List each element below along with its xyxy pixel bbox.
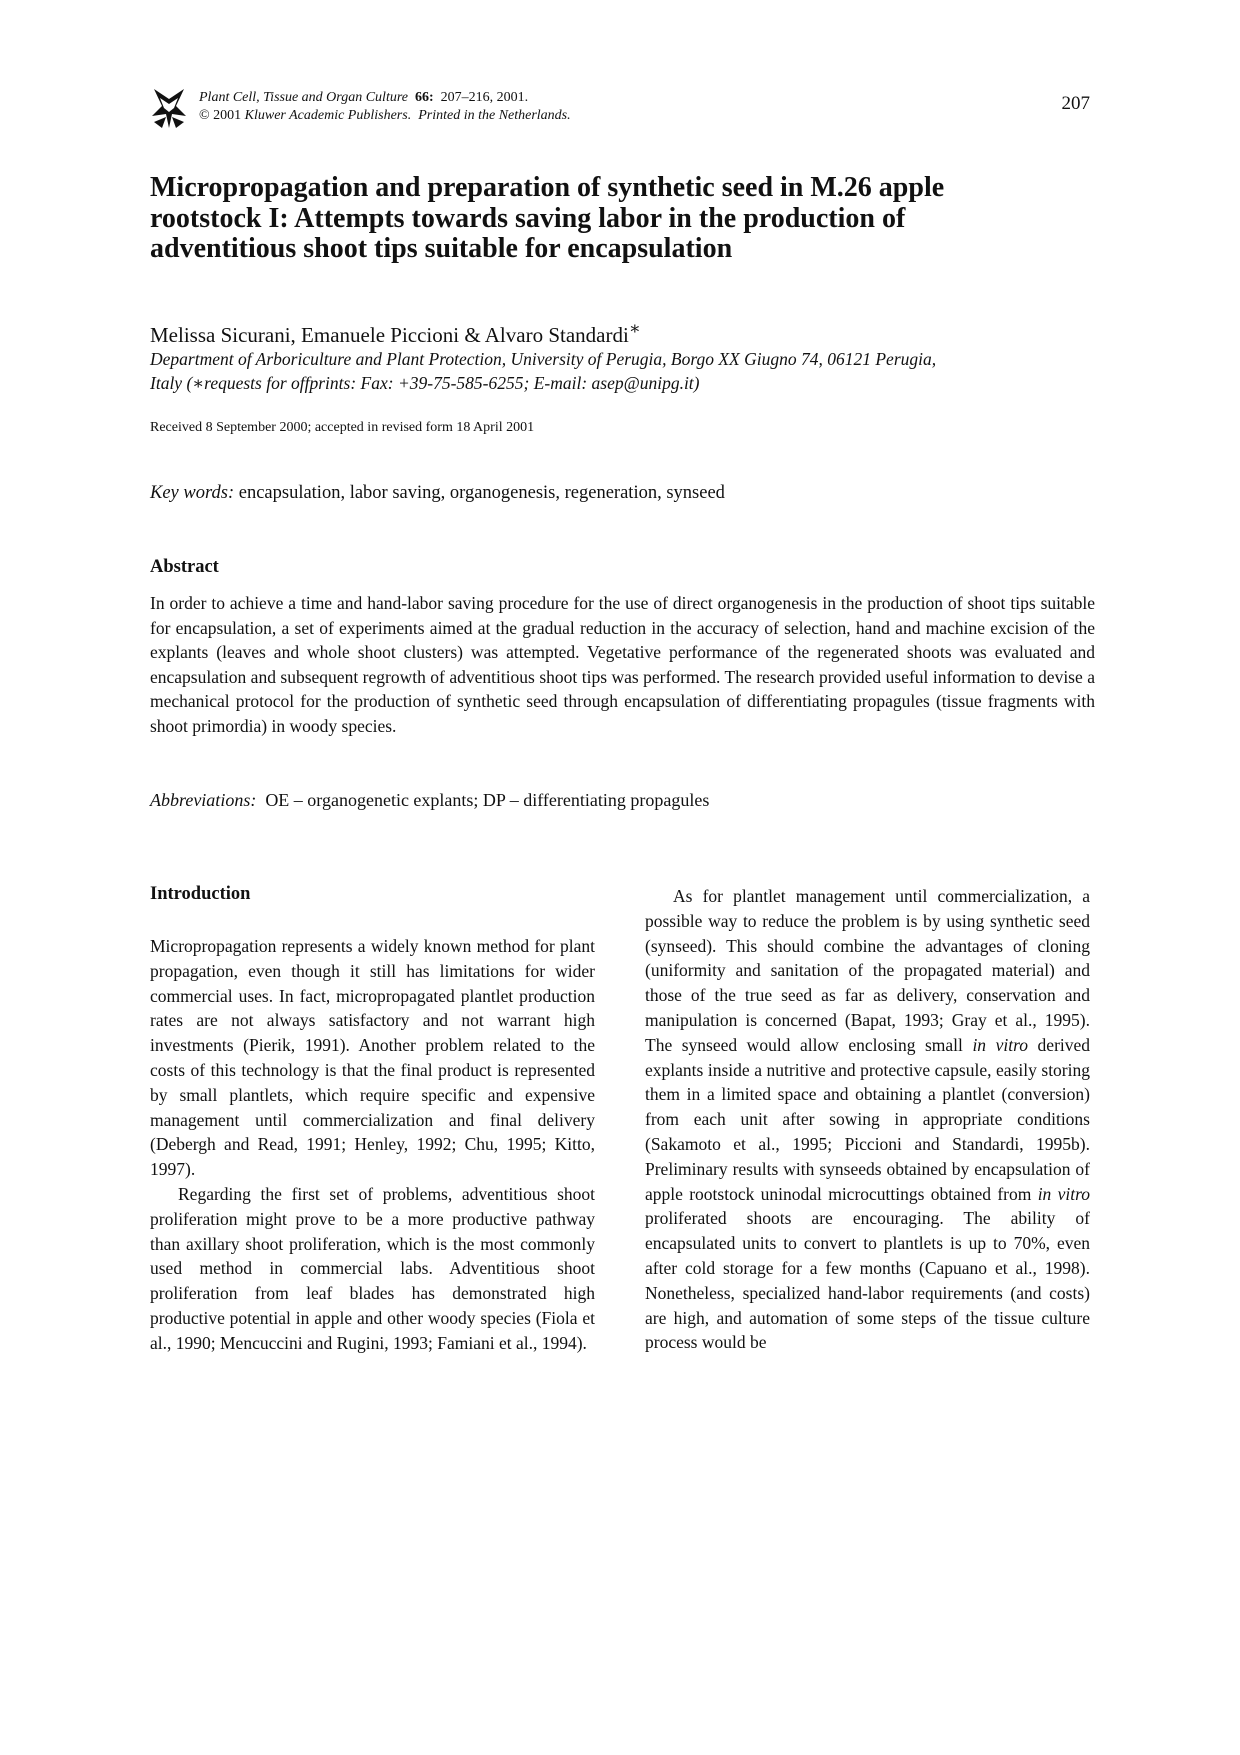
received-dates: Received 8 September 2000; accepted in revised form 18 April 2001 <box>150 420 535 435</box>
title-line: rootstock I: Attempts towards saving labor in the production of <box>150 202 906 234</box>
right-column <box>645 884 1090 1355</box>
intro-paragraph: As for plantlet management until commercialization, a possible way to reduce the problem is by using synthetic seed (synseed). This should combine the advantages of cloning (uniformity and sanitation of the propagated material) and those of the true seed as far as delivery, conservation and manipulation is concerned (Bapat, 1993; Gray et al., 1995). The synseed would allow enclosing small in vitro derived explants inside a nutritive and protective capsule, easily storing them in a limited space and obtaining a plantlet (conversion) from each unit after sowing in appropriate conditions (Sakamoto et al., 1995; Piccioni and Standardi, 1995b). Preliminary results with synseeds obtained by encapsulation of apple rootstock uninodal microcuttings obtained from in vitro proliferated shoots are encouraging. The ability of encapsulated units to convert to plantlets is up to 70%, even after cold storage for a few months (Capuano et al., 1998). Nonetheless, specialized hand-labor requirements (and costs) are high, and automation of some steps of the tissue culture process would be <box>645 886 1091 1353</box>
corresponding-author-mark: ∗ <box>628 318 641 338</box>
title-line: Micropropagation and preparation of synthetic seed in M.26 apple <box>150 172 945 203</box>
keywords-label: Key words: <box>150 483 235 503</box>
body-columns <box>150 0 1240 1755</box>
keywords-text: encapsulation, labor saving, organogenesis, regeneration, synseed <box>238 483 725 503</box>
introduction-heading: Introduction <box>150 884 251 904</box>
affiliation: Department of Arboriculture and Plant Protection, University of Perugia, Borgo XX Giugno 74, 06121 Perugia, Italy (∗requests for offprints: Fax: +39-75-585-6255; E-mail: asep@unipg.it) <box>150 349 937 393</box>
author-list: Melissa Sicurani, Emanuele Piccioni & Alvaro Standardi∗ <box>150 318 641 347</box>
left-column <box>150 934 595 1356</box>
abstract-heading: Abstract <box>150 557 219 577</box>
abstract-text: In order to achieve a time and hand-labor saving procedure for the use of direct organogenesis in the production of shoot tips suitable for encapsulation, a set of experiments aimed at the gradual reduction in the accuracy of selection, hand and machine excision of the explants (leaves and whole shoot clusters) was attempted. Vegetative performance of the regenerated shoots was evaluated and encapsulation and subsequent regrowth of adventitious shoot tips was performed. The research provided useful information to devise a mechanical protocol for the production of synthetic seed through encapsulation of differentiating propagules (tissue fragments with shoot primordia) in woody species. <box>150 593 1095 736</box>
citation-line-2: © 2001 Kluwer Academic Publishers. Printed in the Netherlands. <box>199 108 571 123</box>
intro-paragraph: Micropropagation represents a widely known method for plant propagation, even though it still has limitations for wider commercial uses. In fact, micropropagated plantlet production rates are not always satisfactory and not warrant high investments (Pierik, 1991). Another problem related to the costs of this technology is that the final product is represented by small plantlets, which require specific and expensive management until commercialization and final delivery (Debergh and Read, 1991; Henley, 1992; Chu, 1995; Kitto, 1997). <box>150 936 595 1180</box>
page-number: 207 <box>1061 93 1090 114</box>
abbreviations-label: Abbreviations: <box>150 790 257 810</box>
intro-paragraph: Regarding the first set of problems, adventitious shoot proliferation might prove to be a more productive pathway than axillary shoot proliferation, which is the most commonly used method in commercial labs. Adventitious shoot proliferation from leaf blades has demonstrated high productive potential in apple and other woody species (Fiola et al., 1990; Mencuccini and Rugini, 1993; Famiani et al., 1994). <box>150 1183 595 1353</box>
title-line: adventitious shoot tips suitable for encapsulation <box>150 233 733 264</box>
citation-line-1: Plant Cell, Tissue and Organ Culture 66: 207–216, 2001. <box>199 90 529 105</box>
abbreviations-text: OE – organogenetic explants; DP – differentiating propagules <box>265 790 710 810</box>
